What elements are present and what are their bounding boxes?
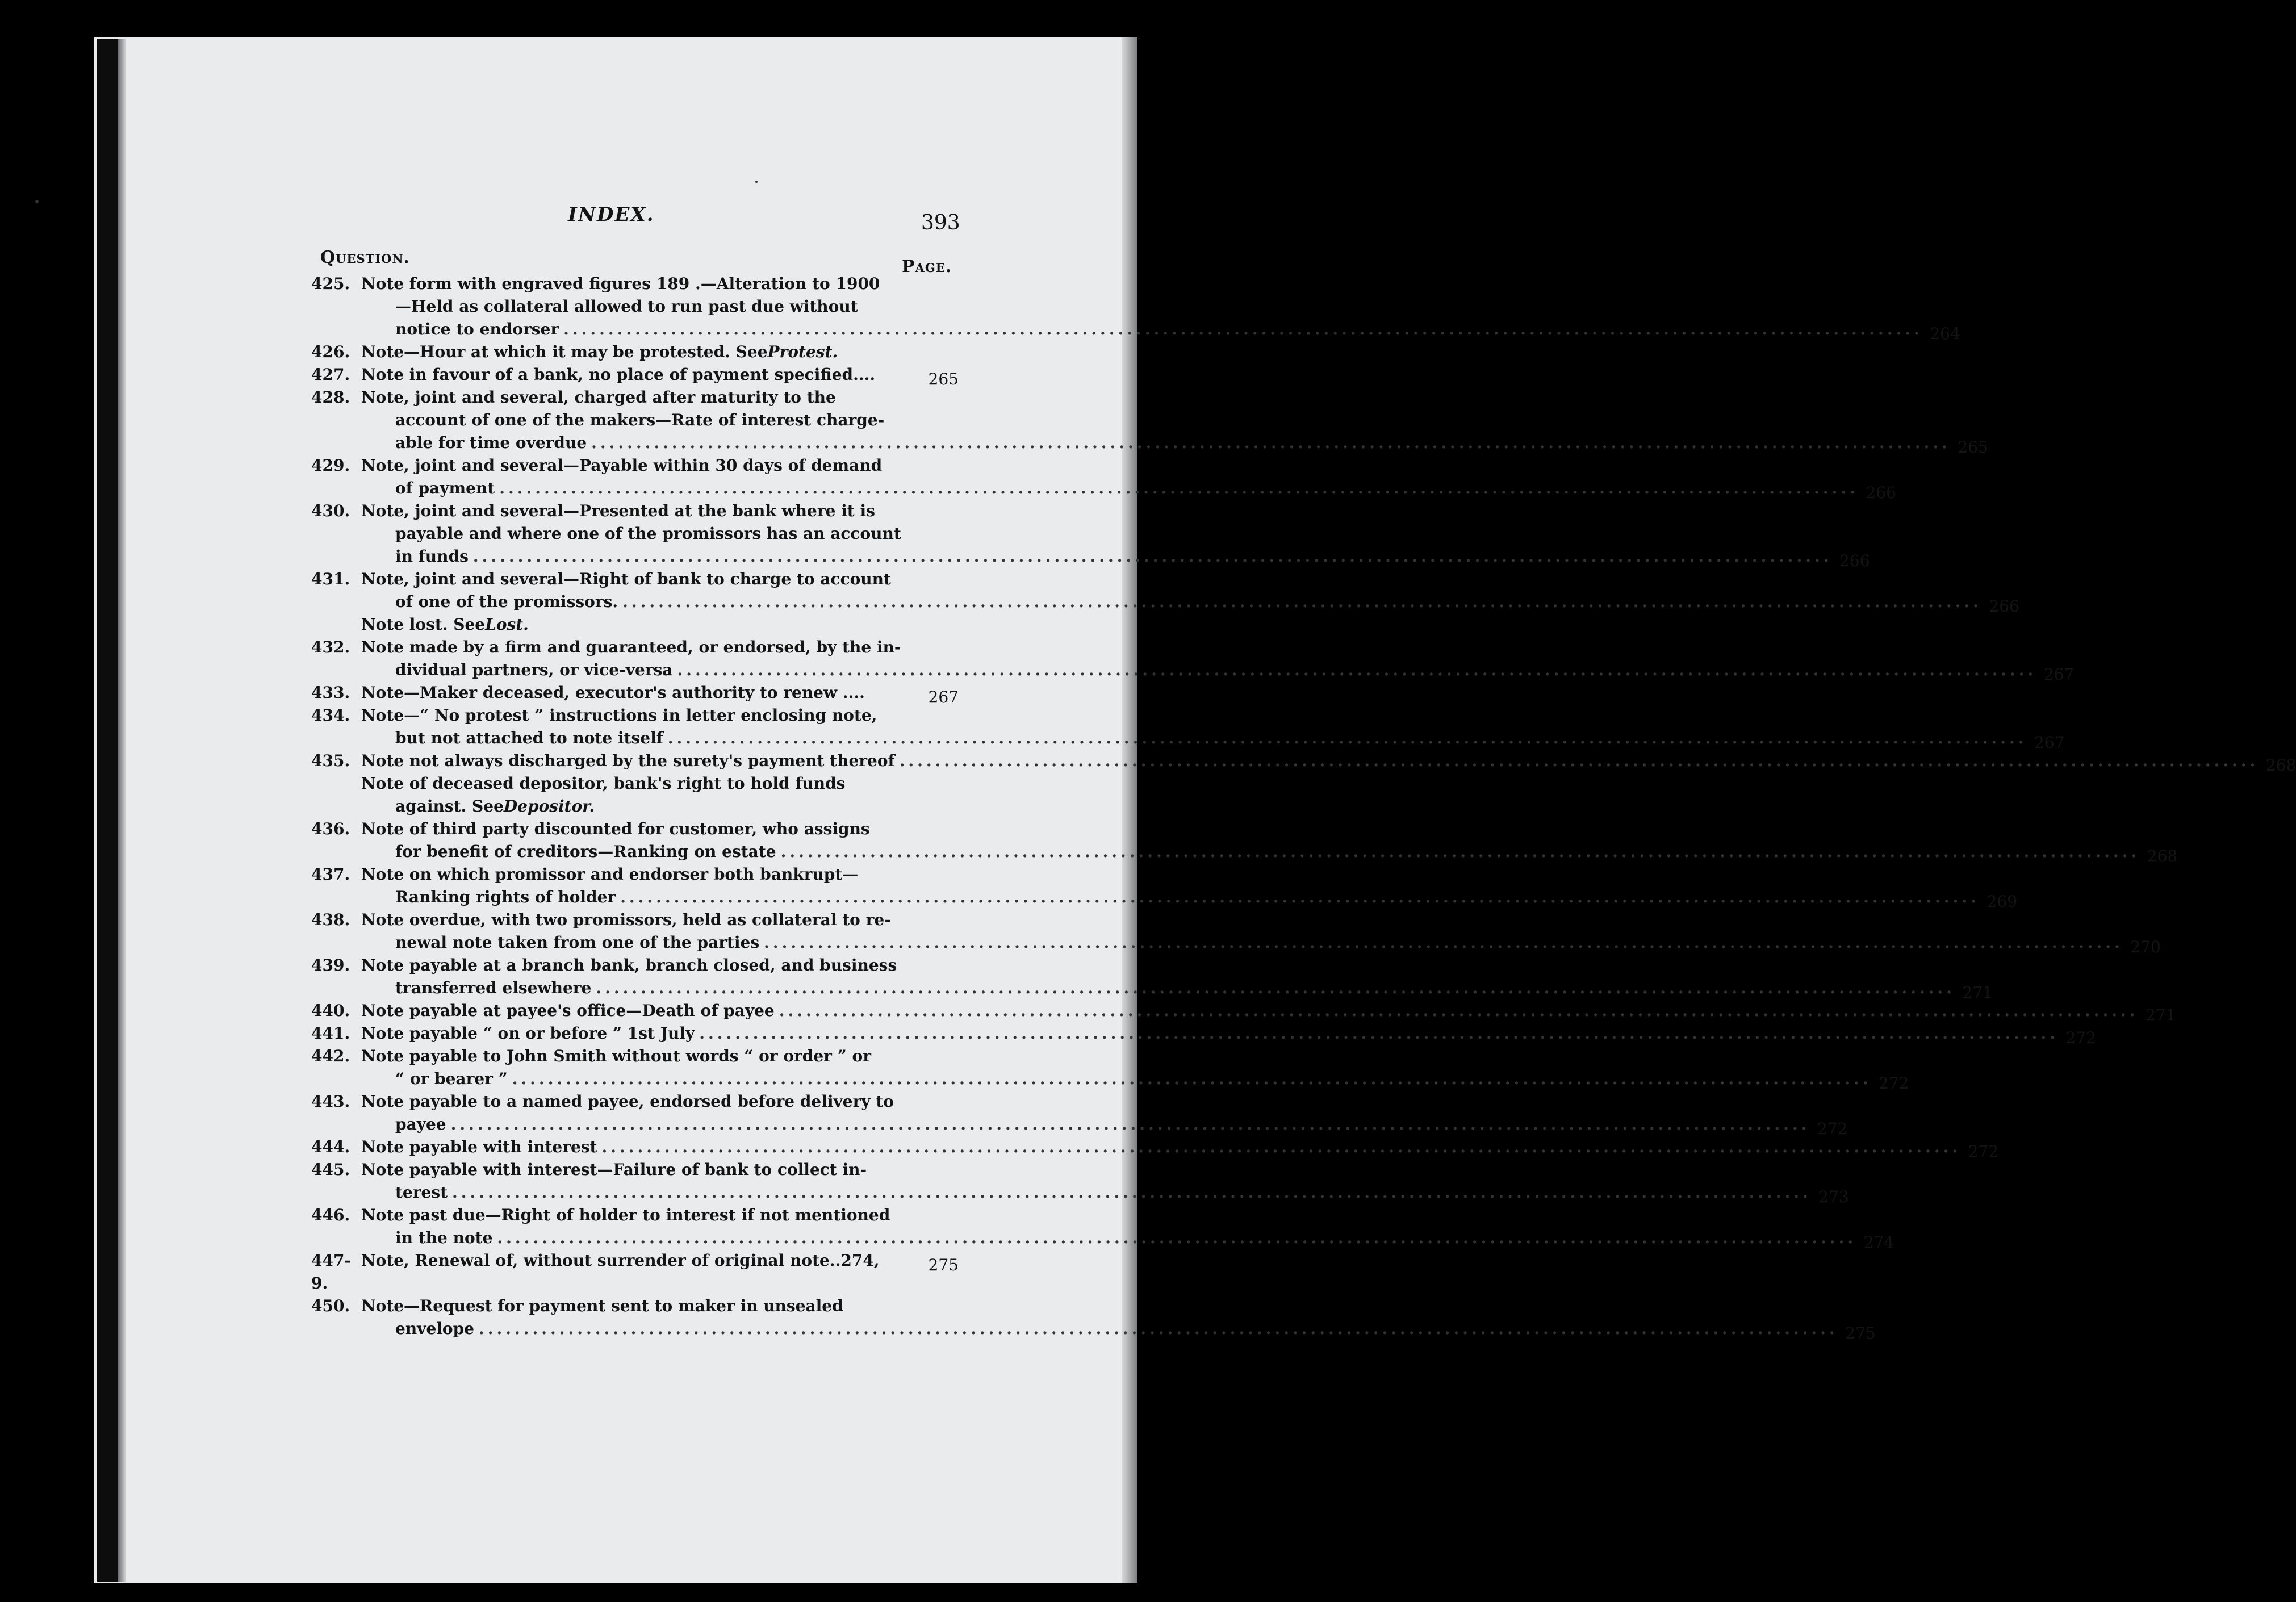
entry-question-number: 435. — [311, 751, 350, 770]
index-entry — [311, 1158, 1849, 1206]
entry-question-number: 426. — [311, 342, 350, 361]
entry-page-number: 265 — [1958, 438, 1988, 457]
index-entry — [311, 1136, 1999, 1161]
entry-page-number: 273 — [1818, 1187, 1849, 1206]
entry-text-line: Note of third party discounted for customer, who assigns — [361, 819, 870, 838]
entry-text-line: Note payable to a named payee, endorsed before delivery to — [361, 1092, 894, 1111]
entry-question-number: 431. — [311, 570, 350, 588]
entry-page-number: 274 — [1863, 1233, 1894, 1252]
dot-leader — [677, 659, 2036, 681]
entry-text-line: Note—Request for payment sent to maker in unsealed — [361, 1296, 843, 1315]
entry-text-line: notice to endorser — [395, 320, 559, 338]
dot-leader — [668, 727, 2027, 750]
entry-page-number: 269 — [1986, 892, 2017, 911]
index-entry — [311, 363, 959, 386]
entry-question-number: 447-9. — [311, 1251, 352, 1293]
index-entry — [311, 863, 2017, 911]
entry-text-line: Note not always discharged by the surety's payment thereof — [361, 751, 895, 770]
entry-question-number: 450. — [311, 1296, 350, 1315]
entry-text-line: Note, joint and several—Presented at the bank where it is — [361, 501, 875, 520]
cross-reference: Depositor. — [503, 797, 595, 815]
index-entry — [311, 568, 2019, 616]
index-entry — [311, 772, 959, 818]
entry-text-line: against. See — [395, 797, 504, 815]
index-entries — [311, 273, 2296, 1342]
entry-question-number: 437. — [311, 865, 350, 884]
entry-page-number: 272 — [1879, 1074, 1909, 1093]
index-entry — [311, 999, 2176, 1024]
entry-text-line: transferred elsewhere — [395, 978, 592, 997]
entry-question-number: 430. — [311, 501, 350, 520]
entry-text-line: Note overdue, with two promissors, held as collateral to re- — [361, 910, 891, 929]
index-entry — [311, 1204, 1894, 1252]
entry-text-line: —Held as collateral allowed to run past due without — [395, 297, 858, 316]
entry-question-number: 445. — [311, 1160, 350, 1179]
entry-question-number: 427. — [311, 365, 350, 384]
entry-text-line: newal note taken from one of the parties — [395, 933, 760, 952]
index-entry — [311, 954, 1993, 1002]
entry-question-number: 441. — [311, 1024, 350, 1043]
entry-text-line: terest — [395, 1183, 448, 1202]
entry-text-line: “ or bearer ” — [395, 1069, 508, 1088]
entry-text-line: payee — [395, 1115, 446, 1133]
entry-page-number: 268 — [2265, 756, 2296, 775]
entry-page-number: 272 — [1968, 1142, 1999, 1161]
entry-page-number: 266 — [1866, 483, 1896, 502]
entry-text-line: for benefit of creditors—Ranking on estate — [395, 842, 776, 861]
index-entry — [311, 818, 2178, 865]
entry-question-number: 433. — [311, 683, 350, 702]
entry-question-number: 429. — [311, 456, 350, 475]
index-entry — [311, 386, 1988, 457]
entry-question-number: 436. — [311, 819, 350, 838]
dot-leader — [591, 432, 1951, 454]
entry-question-number: 440. — [311, 1001, 350, 1020]
entry-question-number: 432. — [311, 638, 350, 656]
entry-text-line: dividual partners, or vice-versa — [395, 660, 673, 679]
entry-page-number: 275 — [928, 1256, 959, 1274]
entry-page-number: 271 — [1962, 983, 1993, 1002]
cross-reference: Protest. — [767, 342, 838, 361]
entry-text-line: Note, joint and several—Payable within 30 days of demand — [361, 456, 883, 475]
entry-text-line: in funds — [395, 547, 469, 566]
entry-text-line: envelope — [395, 1319, 474, 1338]
entry-text-line: Note in favour of a bank, no place of payment specified.... — [361, 365, 876, 384]
entry-page-number: 264 — [1930, 324, 1960, 343]
entry-text-line: payable and where one of the promissors has an account — [395, 524, 901, 543]
column-heading-page: Page. — [902, 257, 952, 277]
dot-leader — [451, 1113, 1810, 1136]
entry-text-line: of one of the promissors. — [395, 592, 618, 611]
entry-question-number: 425. — [311, 274, 350, 293]
entry-page-number: 270 — [2130, 938, 2161, 956]
dot-leader — [620, 886, 1980, 909]
entry-page-number: 266 — [1839, 551, 1870, 570]
entry-text-line: Note on which promissor and endorser both bankrupt— — [361, 865, 859, 884]
entry-text-line: Note payable with interest—Failure of bank to collect in- — [361, 1160, 867, 1179]
entry-question-number: 443. — [311, 1092, 350, 1111]
index-entry — [311, 1090, 1848, 1138]
index-entry — [311, 750, 2296, 775]
dot-leader — [699, 1022, 2059, 1045]
entry-page-number: 271 — [2145, 1006, 2176, 1024]
index-entry — [311, 1045, 1909, 1093]
entry-text-line: Note past due—Right of holder to interest if not mentioned — [361, 1206, 890, 1224]
entry-text-line: Note—“ No protest ” instructions in letter enclosing note, — [361, 706, 877, 725]
page-number: 393 — [921, 211, 960, 235]
entry-page-number: 272 — [1817, 1119, 1848, 1138]
entry-text-line: Note, joint and several—Right of bank to charge to account — [361, 570, 891, 588]
entry-question-number: 439. — [311, 956, 350, 974]
dot-leader — [479, 1317, 1838, 1340]
entry-page-number: 265 — [928, 370, 959, 388]
column-heading-question: Question. — [320, 248, 411, 267]
entry-text-line: but not attached to note itself — [395, 729, 663, 747]
entry-text-line: Note, joint and several, charged after maturity to the — [361, 388, 836, 407]
index-entry — [311, 454, 1896, 502]
index-entry — [311, 500, 1870, 570]
entry-text-line: Note, Renewal of, without surrender of original note..274, — [361, 1251, 880, 1270]
entry-text-line: in the note — [395, 1228, 493, 1247]
entry-text-line: Note form with engraved figures 189 .—Alteration to 1900 — [361, 274, 880, 293]
dot-leader — [764, 931, 2123, 954]
index-entry — [311, 273, 1960, 343]
entry-text-line: Note—Maker deceased, executor's authority to renew .... — [361, 683, 865, 702]
entry-page-number: 267 — [928, 688, 959, 706]
index-entry — [311, 704, 2065, 752]
dot-leader — [497, 1227, 1856, 1249]
entry-text-line: Note payable to John Smith without words “ or order ” or — [361, 1047, 871, 1065]
index-entry — [311, 341, 959, 363]
entry-text-line: Note of deceased depositor, bank's right to hold funds — [361, 774, 846, 793]
entry-question-number: 444. — [311, 1137, 350, 1156]
index-entry — [311, 909, 2161, 956]
entry-text-line: Note payable “ on or before ” 1st July — [361, 1024, 695, 1043]
entry-page-number: 267 — [2043, 665, 2075, 684]
entry-text-line: Note payable at payee's office—Death of payee — [361, 1001, 775, 1020]
entry-text-line: Note lost. See — [361, 615, 486, 634]
entry-text-line: Note—Hour at which it may be protested. See — [361, 342, 768, 361]
entry-text-line: Note payable at a branch bank, branch closed, and business — [361, 956, 897, 974]
dot-leader — [452, 1181, 1812, 1204]
entry-text-line: Note payable with interest — [361, 1137, 597, 1156]
entry-question-number: 438. — [311, 910, 350, 929]
index-entry — [311, 613, 959, 636]
entry-text-line: account of one of the makers—Rate of interest charge- — [395, 411, 885, 429]
index-entry — [311, 1022, 2096, 1047]
entry-question-number: 446. — [311, 1206, 350, 1224]
cross-reference: Lost. — [485, 615, 529, 634]
entry-page-number: 267 — [2034, 733, 2065, 752]
entry-page-number: 272 — [2065, 1028, 2096, 1047]
index-entry — [311, 681, 959, 704]
dot-leader — [563, 318, 1923, 341]
running-head: INDEX. — [568, 203, 655, 226]
dot-leader — [781, 840, 2140, 863]
dot-leader — [499, 477, 1859, 500]
dot-leader — [473, 545, 1833, 568]
entry-text-line: Note made by a firm and guaranteed, or endorsed, by the in- — [361, 638, 901, 656]
entry-page-number: 268 — [2147, 847, 2178, 865]
dot-leader — [622, 591, 1982, 613]
dot-leader — [900, 750, 2259, 772]
dot-leader — [596, 977, 1955, 999]
entry-question-number: 434. — [311, 706, 350, 725]
index-entry — [311, 1249, 959, 1295]
dot-leader — [601, 1136, 1961, 1158]
dot-leader — [512, 1068, 1872, 1090]
dot-leader — [779, 999, 2139, 1022]
entry-question-number: 442. — [311, 1047, 350, 1065]
index-entry — [311, 1295, 1876, 1342]
entry-question-number: 428. — [311, 388, 350, 407]
entry-text-line: Ranking rights of holder — [395, 888, 616, 906]
index-entry — [311, 636, 2075, 684]
entry-page-number: 275 — [1845, 1324, 1876, 1342]
entry-page-number: 266 — [1989, 597, 2019, 616]
entry-text-line: of payment — [395, 479, 495, 497]
entry-text-line: able for time overdue — [395, 433, 587, 452]
